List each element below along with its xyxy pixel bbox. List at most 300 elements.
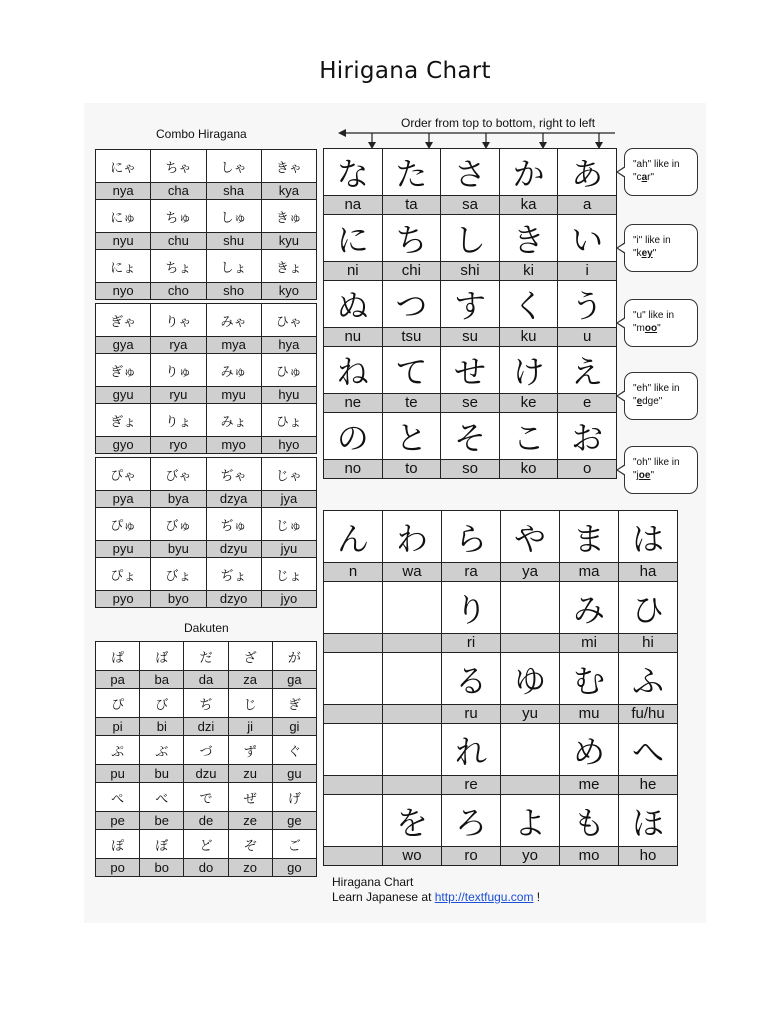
main-kana-cell: す [441,281,500,328]
second-kana-cell: や [501,511,560,563]
dakuten-kana-cell: ぎ [272,689,316,718]
combo-romaji-row [96,541,317,558]
main-romaji-cell: ni [324,262,383,281]
main-romaji-cell: e [558,394,617,413]
dakuten-romaji-cell: ze [228,812,272,830]
main-romaji-cell: i [558,262,617,281]
combo-romaji-cell: dzyo [206,591,261,608]
dakuten-romaji-cell: gu [272,765,316,783]
dakuten-kana-cell: ぺ [96,783,140,812]
main-romaji-row [324,196,617,215]
main-kana-cell: し [441,215,500,262]
main-kana-cell: い [558,215,617,262]
hint-word-pre: "j [633,470,639,481]
dakuten-romaji-cell: dzu [184,765,228,783]
combo-kana-cell: びゅ [151,508,206,541]
main-kana-cell: き [499,215,558,262]
main-kana-cell: か [499,149,558,196]
main-romaji-cell: no [324,460,383,479]
dakuten-romaji-cell: de [184,812,228,830]
combo-kana-cell: ぴょ [96,558,151,591]
combo-kana-cell: ちょ [151,250,206,283]
combo-romaji-cell: dzya [206,491,261,508]
second-romaji-cell [383,634,442,653]
main-kana-cell: と [382,413,441,460]
dakuten-kana-row [96,736,317,765]
second-romaji-cell: ya [501,563,560,582]
second-romaji-row [324,634,678,653]
dakuten-kana-cell: げ [272,783,316,812]
combo-kana-cell: りゃ [151,304,206,337]
dakuten-romaji-cell: po [96,859,140,877]
combo-romaji-cell: jya [261,491,316,508]
dakuten-kana-cell: ば [140,642,184,671]
footer-line [332,890,540,905]
combo-romaji-cell: kya [261,183,316,200]
combo-romaji-cell: mya [206,337,261,354]
combo-romaji-cell: byu [151,541,206,558]
dakuten-kana-cell: づ [184,736,228,765]
combo-kana-cell: ちゃ [151,150,206,183]
main-romaji-cell: chi [382,262,441,281]
combo-kana-cell: ぴゅ [96,508,151,541]
main-kana-cell: う [558,281,617,328]
second-romaji-cell: wo [383,847,442,866]
main-kana-row [324,149,617,196]
main-romaji-cell: ta [382,196,441,215]
main-kana-cell: え [558,347,617,394]
combo-kana-cell: ぎょ [96,404,151,437]
second-romaji-cell [501,776,560,795]
main-romaji-cell: ko [499,460,558,479]
second-romaji-cell: n [324,563,383,582]
page-title: Hirigana Chart [319,58,491,84]
combo-romaji-cell: pyo [96,591,151,608]
main-romaji-cell: so [441,460,500,479]
combo-group-3 [95,457,317,608]
combo-romaji-cell: pyu [96,541,151,558]
order-note: Order from top to bottom, right to left [401,116,596,130]
dakuten-romaji-cell: ge [272,812,316,830]
combo-kana-cell: りゅ [151,354,206,387]
hint-word-emphasis: ey [641,248,653,259]
second-kana-cell [383,582,442,634]
main-kana-row [324,281,617,328]
dakuten-kana-row [96,642,317,671]
second-kana-cell [324,795,383,847]
combo-romaji-cell: bya [151,491,206,508]
main-romaji-cell: to [382,460,441,479]
second-kana-row [324,724,678,776]
combo-kana-cell: ひゅ [261,354,316,387]
combo-romaji-cell: hyu [261,387,316,404]
second-romaji-cell: ha [619,563,678,582]
main-kana-cell: の [324,413,383,460]
dakuten-romaji-cell: bo [140,859,184,877]
textfugu-link[interactable]: http://textfugu.com [434,890,534,904]
second-romaji-cell: ho [619,847,678,866]
vowel-hint-e [624,372,698,420]
footer-prefix: Learn Japanese at [332,890,435,904]
combo-romaji-cell: dzyu [206,541,261,558]
second-romaji-row [324,705,678,724]
combo-kana-row [96,304,317,337]
second-romaji-cell [324,847,383,866]
hint-word-post: dge" [642,396,663,407]
hint-word-emphasis: oe [638,470,651,481]
combo-romaji-cell: sho [206,283,261,300]
second-romaji-cell: fu/hu [619,705,678,724]
dakuten-romaji-row [96,671,317,689]
second-kana-cell: ん [324,511,383,563]
hint-line-1: "oh" like in [633,457,680,468]
dakuten-kana-cell: ぶ [140,736,184,765]
combo-kana-cell: びょ [151,558,206,591]
second-kana-cell [383,653,442,705]
hint-word-post: r" [647,172,655,183]
dakuten-kana-cell: び [140,689,184,718]
combo-romaji-row [96,283,317,300]
dakuten-romaji-row [96,718,317,736]
second-kana-cell [324,582,383,634]
dakuten-kana-cell: ぱ [96,642,140,671]
combo-kana-row [96,508,317,541]
dakuten-romaji-cell: ji [228,718,272,736]
second-romaji-cell: he [619,776,678,795]
combo-romaji-cell: gyu [96,387,151,404]
dakuten-kana-cell: ど [184,830,228,859]
second-romaji-row [324,776,678,795]
combo-hiragana-label: Combo Hiragana [156,127,247,141]
combo-kana-cell: しゃ [206,150,261,183]
combo-kana-cell: じょ [261,558,316,591]
dakuten-romaji-cell: pa [96,671,140,689]
second-kana-cell: る [442,653,501,705]
dakuten-romaji-cell: ba [140,671,184,689]
second-romaji-cell: mu [560,705,619,724]
combo-romaji-cell: sha [206,183,261,200]
vowel-hint-o [624,446,698,494]
second-romaji-cell: re [442,776,501,795]
second-romaji-cell: yo [501,847,560,866]
footer-title: Hiragana Chart [332,875,414,889]
second-kana-cell: ら [442,511,501,563]
main-kana-cell: な [324,149,383,196]
main-kana-cell: た [382,149,441,196]
combo-romaji-row [96,233,317,250]
dakuten-kana-cell: ぼ [140,830,184,859]
hint-word-emphasis: oo [644,323,658,334]
combo-kana-row [96,200,317,233]
combo-romaji-cell: kyo [261,283,316,300]
dakuten-kana-cell: ぐ [272,736,316,765]
second-romaji-cell [501,634,560,653]
main-kana-cell: ち [382,215,441,262]
combo-romaji-cell: jyo [261,591,316,608]
dakuten-romaji-cell: gi [272,718,316,736]
combo-kana-cell: ひょ [261,404,316,437]
main-kana-cell: つ [382,281,441,328]
main-kana-cell: て [382,347,441,394]
combo-romaji-cell: myo [206,437,261,454]
hint-word-pre: "k [633,248,642,259]
hint-word-pre: "c [633,172,642,183]
dakuten-kana-cell: が [272,642,316,671]
combo-romaji-row [96,491,317,508]
second-romaji-cell: mi [560,634,619,653]
main-kana-cell: ね [324,347,383,394]
combo-romaji-cell: pya [96,491,151,508]
second-kana-cell: ゆ [501,653,560,705]
main-romaji-cell: a [558,196,617,215]
second-kana-cell: は [619,511,678,563]
combo-kana-row [96,558,317,591]
combo-kana-cell: にゅ [96,200,151,233]
dakuten-kana-cell: べ [140,783,184,812]
second-kana-cell [501,724,560,776]
dakuten-kana-cell: ぴ [96,689,140,718]
vowel-hint-a [624,148,698,196]
combo-kana-cell: ぎゃ [96,304,151,337]
combo-kana-cell: ぎゅ [96,354,151,387]
combo-kana-cell: にょ [96,250,151,283]
second-romaji-cell [324,776,383,795]
dakuten-kana-row [96,689,317,718]
combo-romaji-row [96,591,317,608]
second-kana-row [324,511,678,563]
second-romaji-cell: ri [442,634,501,653]
combo-romaji-cell: ryu [151,387,206,404]
hint-word-post: " [657,323,661,334]
combo-romaji-cell: myu [206,387,261,404]
combo-kana-cell: じゃ [261,458,316,491]
combo-romaji-cell: cha [151,183,206,200]
combo-kana-cell: ぢゅ [206,508,261,541]
combo-romaji-cell: nyo [96,283,151,300]
second-kana-cell: め [560,724,619,776]
combo-romaji-cell: gyo [96,437,151,454]
dakuten-romaji-cell: zu [228,765,272,783]
second-kana-row [324,653,678,705]
second-romaji-cell: yu [501,705,560,724]
combo-kana-cell: ぢょ [206,558,261,591]
main-kana-cell: せ [441,347,500,394]
combo-kana-cell: きゃ [261,150,316,183]
main-kana-row [324,347,617,394]
combo-romaji-cell: hyo [261,437,316,454]
second-romaji-cell: ru [442,705,501,724]
hint-word-pre: "m [633,323,645,334]
second-kana-cell: ほ [619,795,678,847]
hint-line-1: "u" like in [633,310,675,321]
combo-kana-cell: きょ [261,250,316,283]
combo-kana-row [96,150,317,183]
dakuten-kana-cell: だ [184,642,228,671]
main-romaji-cell: te [382,394,441,413]
dakuten-kana-cell: ぽ [96,830,140,859]
main-romaji-cell: ki [499,262,558,281]
combo-romaji-cell: kyu [261,233,316,250]
dakuten-kana-cell: ず [228,736,272,765]
main-romaji-cell: tsu [382,328,441,347]
dakuten-romaji-cell: za [228,671,272,689]
dakuten-kana-cell: ぜ [228,783,272,812]
main-kana-row [324,413,617,460]
combo-kana-cell: みゅ [206,354,261,387]
second-kana-cell: ひ [619,582,678,634]
second-romaji-cell: hi [619,634,678,653]
main-romaji-cell: u [558,328,617,347]
hint-word-post: " [652,248,657,259]
main-romaji-cell: o [558,460,617,479]
dakuten-kana-row [96,783,317,812]
second-kana-cell: み [560,582,619,634]
combo-kana-cell: ひゃ [261,304,316,337]
dakuten-romaji-cell: ga [272,671,316,689]
dakuten-romaji-cell: pi [96,718,140,736]
combo-romaji-cell: nyu [96,233,151,250]
second-kana-cell: も [560,795,619,847]
combo-kana-cell: ぴゃ [96,458,151,491]
main-romaji-cell: ne [324,394,383,413]
combo-romaji-row [96,387,317,404]
main-kana-row [324,215,617,262]
dakuten-romaji-cell: do [184,859,228,877]
main-kana-cell: お [558,413,617,460]
combo-group-1 [95,149,317,300]
main-romaji-cell: ku [499,328,558,347]
dakuten-label: Dakuten [184,621,229,635]
second-kana-cell: へ [619,724,678,776]
second-romaji-cell: wa [383,563,442,582]
combo-romaji-row [96,437,317,454]
main-romaji-row [324,394,617,413]
combo-kana-cell: じゅ [261,508,316,541]
combo-kana-cell: みゃ [206,304,261,337]
combo-romaji-cell: rya [151,337,206,354]
dakuten-romaji-cell: zo [228,859,272,877]
dakuten-romaji-cell: go [272,859,316,877]
main-kana-cell: け [499,347,558,394]
main-hiragana-grid [323,148,617,479]
order-arrow-graphic [335,128,625,150]
combo-romaji-row [96,183,317,200]
dakuten-romaji-cell: pe [96,812,140,830]
main-romaji-cell: na [324,196,383,215]
dakuten-grid [95,641,317,877]
main-romaji-row [324,460,617,479]
second-kana-row [324,795,678,847]
second-romaji-cell [324,705,383,724]
second-kana-cell: ま [560,511,619,563]
combo-romaji-cell: shu [206,233,261,250]
second-kana-cell: り [442,582,501,634]
dakuten-kana-cell: ぷ [96,736,140,765]
combo-romaji-cell: gya [96,337,151,354]
main-kana-cell: く [499,281,558,328]
main-romaji-row [324,262,617,281]
dakuten-kana-cell: で [184,783,228,812]
second-romaji-cell: ra [442,563,501,582]
second-kana-row [324,582,678,634]
second-kana-cell [383,724,442,776]
hint-word-pre: " [633,396,637,407]
second-kana-cell: を [383,795,442,847]
dakuten-romaji-row [96,812,317,830]
second-kana-cell [501,582,560,634]
second-kana-cell [324,653,383,705]
main-romaji-cell: se [441,394,500,413]
combo-kana-cell: しゅ [206,200,261,233]
hint-word-emphasis: a [641,172,648,183]
dakuten-kana-cell: じ [228,689,272,718]
combo-romaji-cell: byo [151,591,206,608]
combo-romaji-row [96,337,317,354]
main-kana-cell: こ [499,413,558,460]
footer-suffix: ! [533,890,541,904]
second-romaji-cell [383,776,442,795]
combo-kana-cell: りょ [151,404,206,437]
second-kana-cell: ふ [619,653,678,705]
dakuten-romaji-cell: dzi [184,718,228,736]
dakuten-romaji-cell: da [184,671,228,689]
second-romaji-cell: mo [560,847,619,866]
dakuten-romaji-cell: bi [140,718,184,736]
hint-line-1: "i" like in [633,235,671,246]
main-romaji-cell: nu [324,328,383,347]
second-kana-cell: れ [442,724,501,776]
second-romaji-cell [324,634,383,653]
main-kana-cell: さ [441,149,500,196]
main-kana-cell: に [324,215,383,262]
combo-kana-row [96,404,317,437]
combo-kana-cell: ぢゃ [206,458,261,491]
main-romaji-row [324,328,617,347]
second-kana-cell: ろ [442,795,501,847]
second-kana-cell: よ [501,795,560,847]
second-kana-cell [324,724,383,776]
second-kana-cell: む [560,653,619,705]
combo-group-2 [95,303,317,454]
combo-romaji-cell: cho [151,283,206,300]
vowel-hint-u [624,299,698,347]
combo-romaji-cell: hya [261,337,316,354]
footer [332,875,540,905]
second-romaji-cell: ma [560,563,619,582]
second-kana-cell: わ [383,511,442,563]
main-romaji-cell: ka [499,196,558,215]
combo-romaji-cell: chu [151,233,206,250]
dakuten-romaji-row [96,765,317,783]
hint-word-emphasis: e [636,396,643,407]
combo-kana-row [96,250,317,283]
combo-kana-cell: しょ [206,250,261,283]
main-romaji-cell: ke [499,394,558,413]
second-romaji-cell: me [560,776,619,795]
combo-romaji-cell: ryo [151,437,206,454]
second-romaji-cell [383,705,442,724]
main-romaji-cell: shi [441,262,500,281]
main-kana-cell: そ [441,413,500,460]
hint-line-1: "eh" like in [633,383,680,394]
dakuten-kana-cell: ぢ [184,689,228,718]
combo-romaji-cell: nya [96,183,151,200]
dakuten-kana-cell: ざ [228,642,272,671]
combo-kana-row [96,458,317,491]
main-romaji-cell: sa [441,196,500,215]
dakuten-kana-cell: ご [272,830,316,859]
hint-word-post: " [650,470,655,481]
